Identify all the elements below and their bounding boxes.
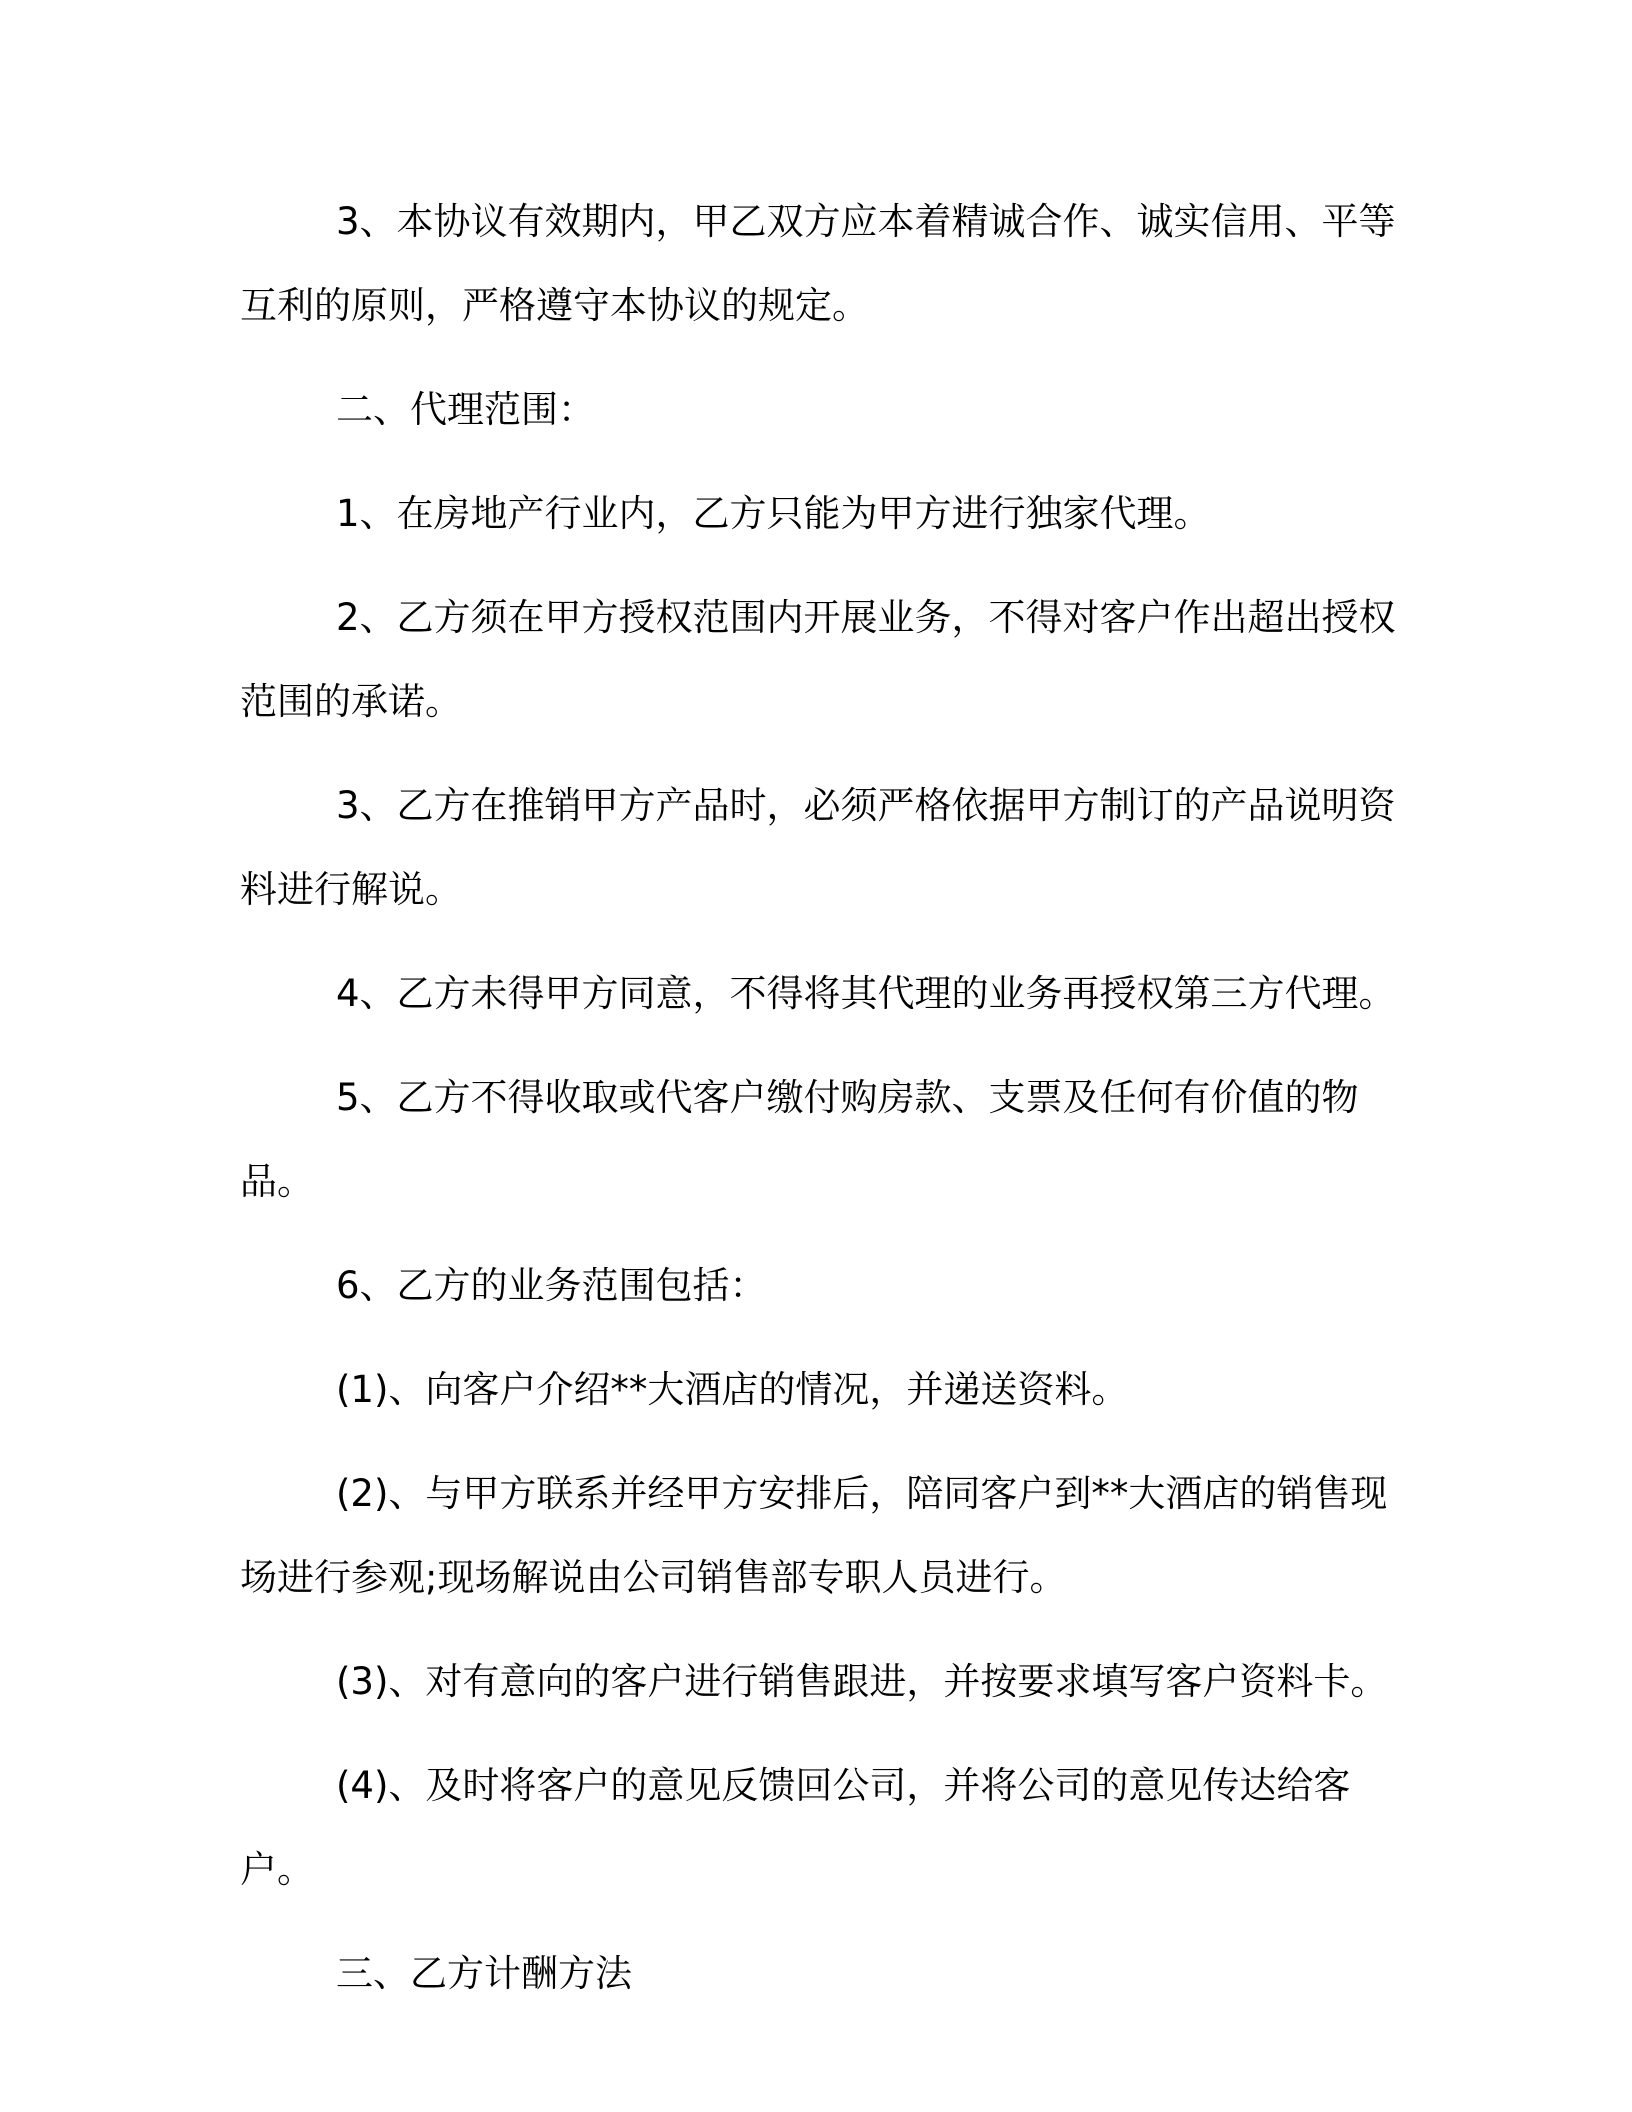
paragraph-scope-6-item-2: (2)、与甲方联系并经甲方安排后，陪同客户到**大酒店的销售现场进行参观;现场解说由公司销售部专职人员进行。 — [240, 1472, 1388, 1599]
document-body — [240, 180, 1400, 2036]
section-heading-agency-scope: 二、代理范围： — [336, 388, 595, 431]
paragraph-scope-6-item-1: (1)、向客户介绍**大酒店的情况，并递送资料。 — [336, 1368, 1129, 1411]
paragraph-scope-4: 4、乙方未得甲方同意，不得将其代理的业务再授权第三方代理。 — [336, 972, 1396, 1015]
paragraph-scope-6-item-3: (3)、对有意向的客户进行销售跟进，并按要求填写客户资料卡。 — [336, 1660, 1388, 1703]
paragraph-scope-1: 1、在房地产行业内，乙方只能为甲方进行独家代理。 — [336, 492, 1211, 535]
paragraph-scope-6-item-4: (4)、及时将客户的意见反馈回公司，并将公司的意见传达给客户。 — [240, 1764, 1351, 1891]
paragraph-scope-3: 3、乙方在推销甲方产品时，必须严格依据甲方制订的产品说明资料进行解说。 — [240, 784, 1396, 911]
paragraph-scope-6: 6、乙方的业务范围包括： — [336, 1264, 767, 1307]
section-heading-compensation: 三、乙方计酬方法 — [336, 1952, 632, 1995]
paragraph-scope-5: 5、乙方不得收取或代客户缴付购房款、支票及任何有价值的物品。 — [240, 1076, 1359, 1203]
paragraph-scope-2: 2、乙方须在甲方授权范围内开展业务，不得对客户作出超出授权范围的承诺。 — [240, 596, 1396, 723]
paragraph-clause-3-validity: 3、本协议有效期内，甲乙双方应本着精诚合作、诚实信用、平等互利的原则，严格遵守本协议的规定。 — [240, 200, 1396, 327]
